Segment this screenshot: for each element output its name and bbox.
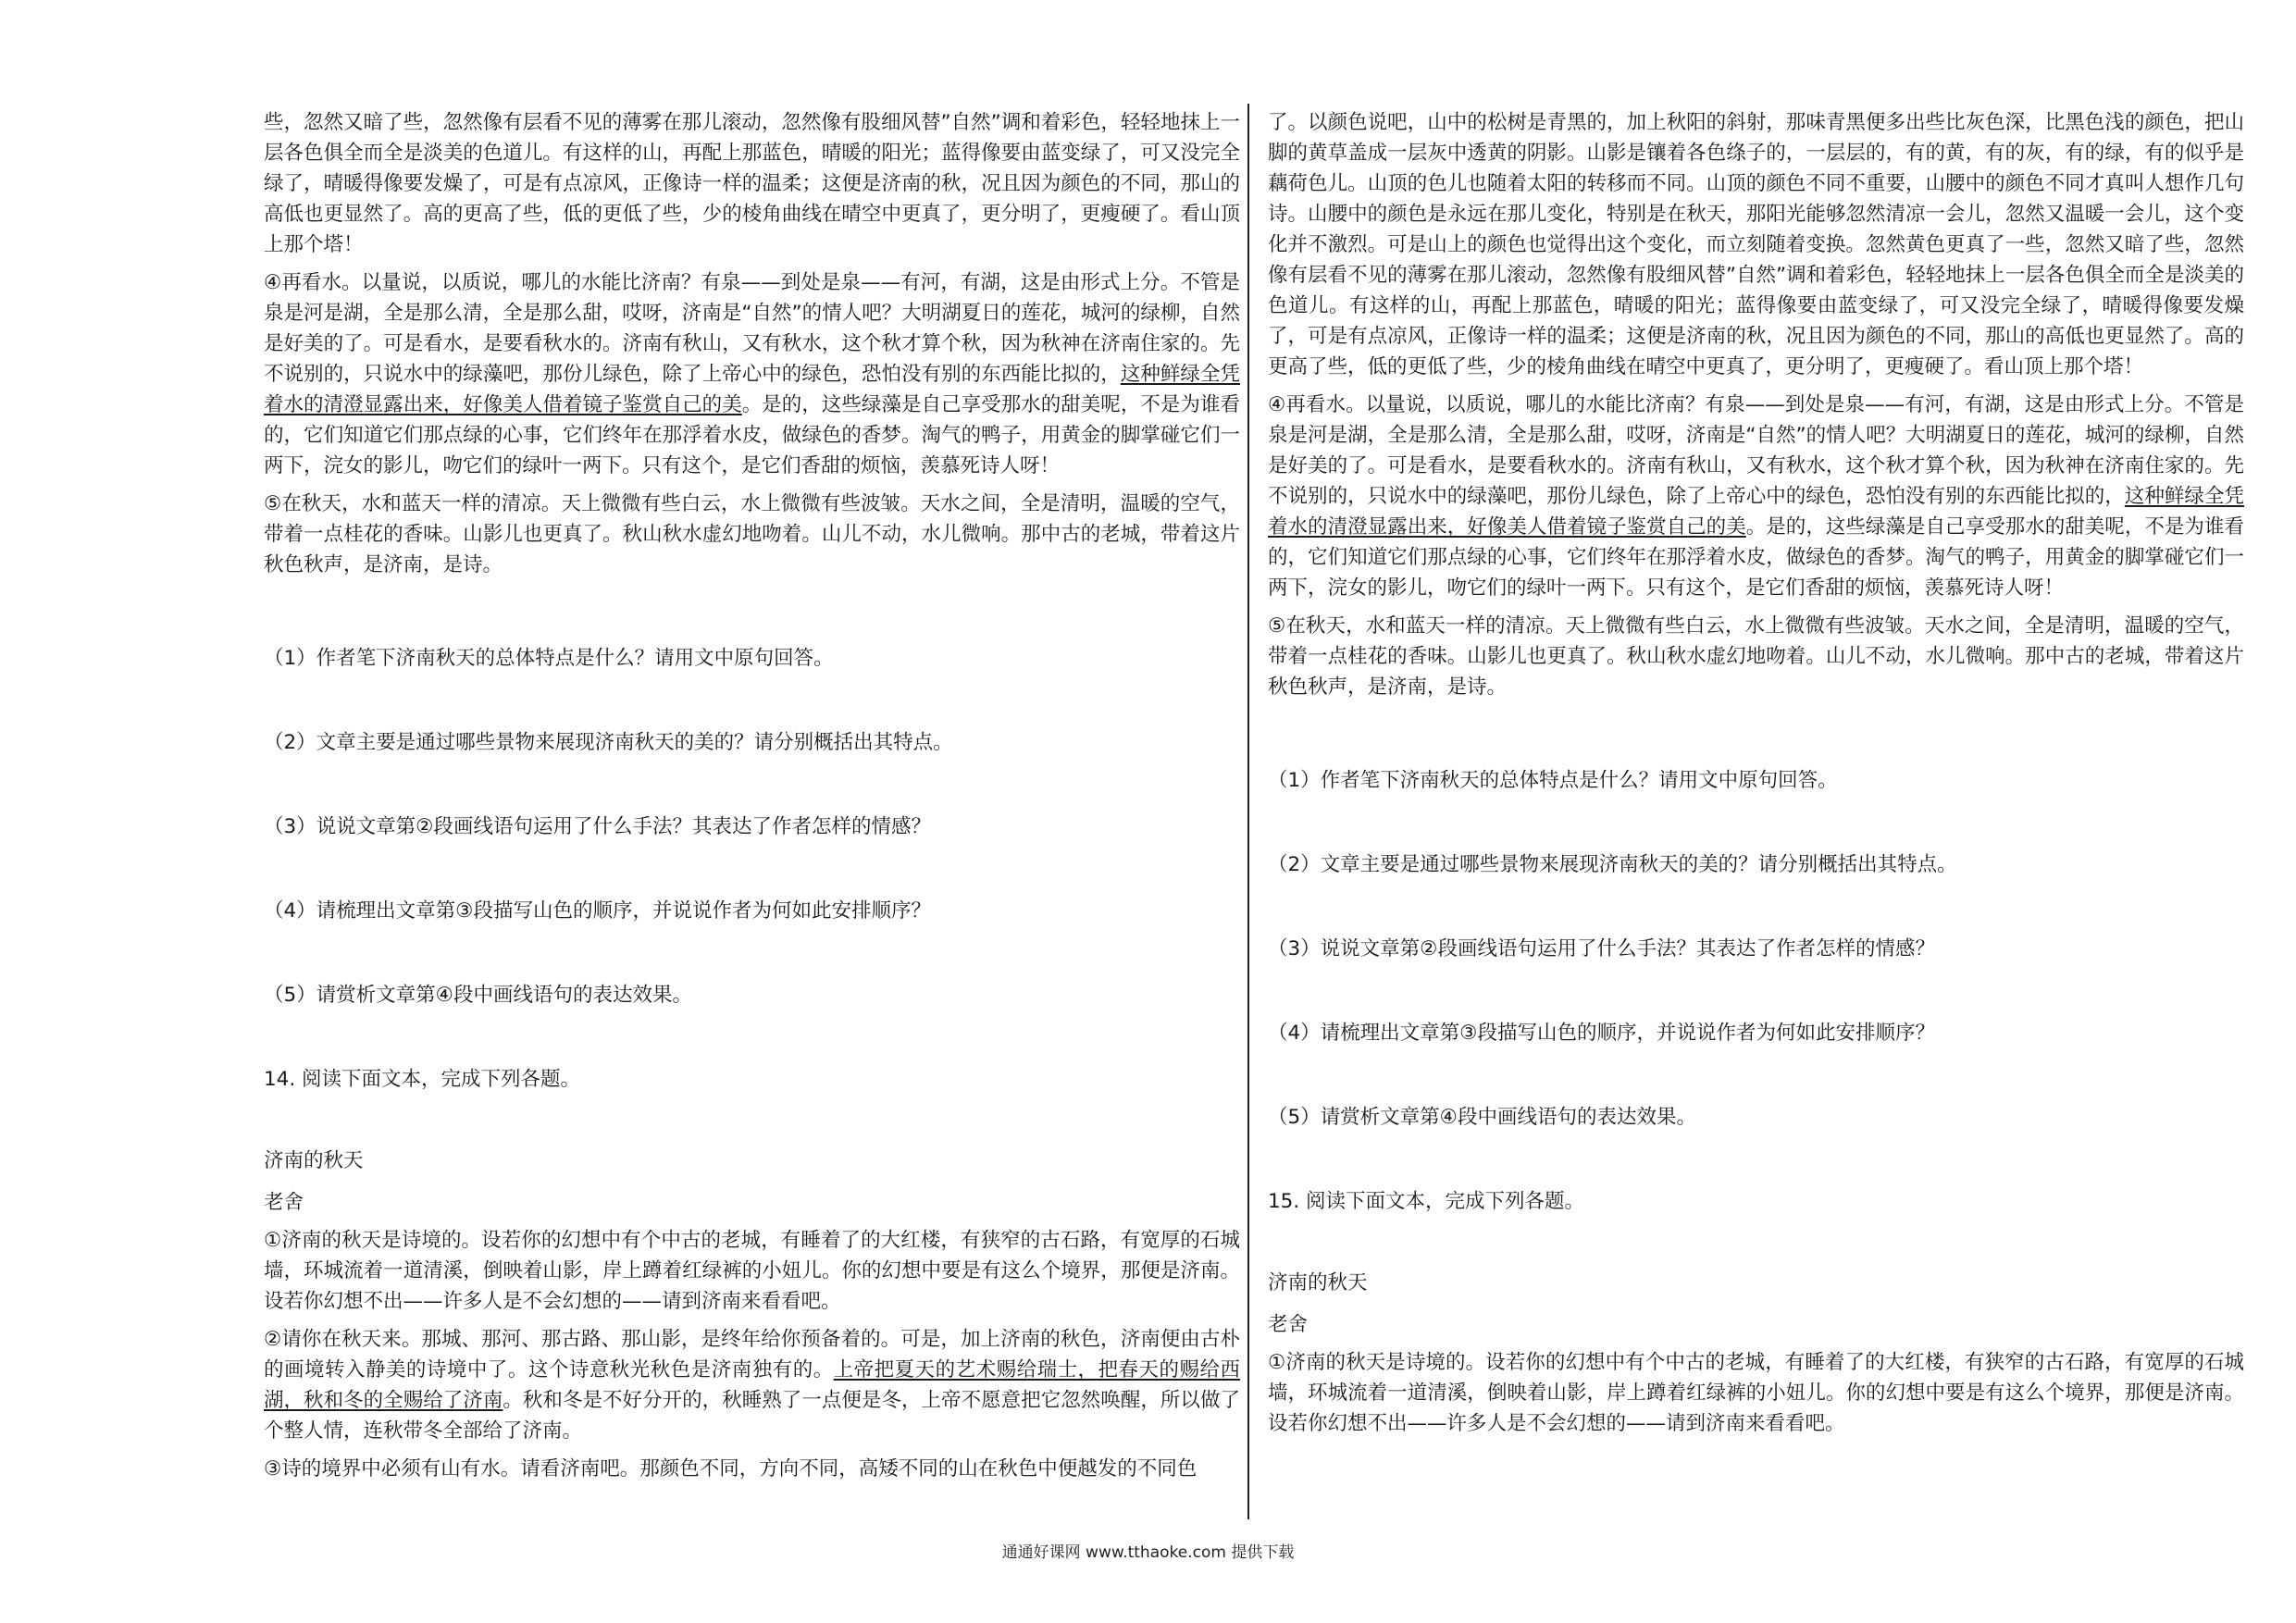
paragraph-4-text-b: 。是的，这些绿藻是自己享受那水的甜美呢，不是为谁看的，它们知道它们那点绿的心事，它们终年在那浮着水皮，做绿色的香梦。淘气的鸭子，用黄金的脚掌碰它们一两下，浣女的影儿，吻它们的绿叶一两下。只有这个，是它们香甜的烦恼，羡慕死诗人呀！ — [264, 393, 1240, 477]
question-2: （2）文章主要是通过哪些景物来展现济南秋天的美的？请分别概括出其特点。 — [1268, 853, 1957, 876]
paragraph-4 — [264, 267, 1240, 481]
question-2: （2）文章主要是通过哪些景物来展现济南秋天的美的？请分别概括出其特点。 — [264, 731, 953, 754]
column-divider — [1247, 104, 1249, 1519]
question-5: （5）请赏析文章第④段中画线语句的表达效果。 — [264, 984, 692, 1007]
paragraph-4-text-a: ④再看水。以量说，以质说，哪儿的水能比济南？有泉——到处是泉——有河，有湖，这是由形式上分。不管是泉是河是湖，全是那么清，全是那么甜，哎呀，济南是“自然”的情人吧？大明湖夏日的莲花，城河的绿柳，自然是好美的了。可是看水，是要看秋水的。济南有秋山，又有秋水，这个秋才算个秋，因为秋神在济南住家的。先不说别的，只说水中的绿藻吧，那份儿绿色，除了上帝心中的绿色，恐怕没有别的东西能比拟的， — [1268, 393, 2244, 508]
question-4: （4）请梳理出文章第③段描写山色的顺序，并说说作者为何如此安排顺序？ — [1268, 1022, 1935, 1045]
text-author: 老舍 — [1268, 1313, 1309, 1336]
underlined-sentence: 这种鲜绿全凭着水的清澄显露出来，好像美人借着镜子鉴赏自己的美 — [264, 363, 1240, 416]
question-1: （1）作者笔下济南秋天的总体特点是什么？请用文中原句回答。 — [264, 647, 834, 670]
paragraph-2 — [264, 1324, 1240, 1446]
question-1: （1）作者笔下济南秋天的总体特点是什么？请用文中原句回答。 — [1268, 769, 1838, 792]
underlined-sentence: 上帝把夏天的艺术赐给瑞士，把春天的赐给西湖，秋和冬的全赐给了济南 — [264, 1358, 1240, 1412]
paragraph-1: ①济南的秋天是诗境的。设若你的幻想中有个中古的老城，有睡着了的大红楼，有狭窄的古石路，有宽厚的石城墙，环城流着一道清溪，倒映着山影，岸上蹲着红绿裤的小妞儿。你的幻想中要是有这么个境界，那便是济南。设若你幻想不出——许多人是不会幻想的——请到济南来看看吧。 — [1268, 1351, 2244, 1435]
text-title: 济南的秋天 — [264, 1149, 364, 1172]
paragraph-5: ⑤在秋天，水和蓝天一样的清凉。天上微微有些白云，水上微微有些波皱。天水之间，全是清明，温暖的空气，带着一点桂花的香味。山影儿也更真了。秋山秋水虚幻地吻着。山儿不动，水儿微响。那中古的老城，带着这片秋色秋声，是济南，是诗。 — [264, 492, 1240, 576]
text-title: 济南的秋天 — [1268, 1271, 1368, 1295]
paragraph-3-continued: 些，忽然又暗了些，忽然像有层看不见的薄雾在那儿滚动，忽然像有股细风替”自然”调和着彩色，轻轻地抹上一层各色俱全而全是淡美的色道儿。有这样的山，再配上那蓝色，晴暖的阳光；蓝得像要由蓝变绿了，可又没完全绿了，晴暖得像要发燥了，可是有点凉风，正像诗一样的温柔；这便是济南的秋，况且因为颜色的不同，那山的高低也更显然了。高的更高了些，低的更低了些，少的棱角曲线在晴空中更真了，更分明了，更瘦硬了。看山顶上那个塔！ — [264, 111, 1240, 256]
paragraph-4-text-a: ④再看水。以量说，以质说，哪儿的水能比济南？有泉——到处是泉——有河，有湖，这是由形式上分。不管是泉是河是湖，全是那么清，全是那么甜，哎呀，济南是“自然”的情人吧？大明湖夏日的莲花，城河的绿柳，自然是好美的了。可是看水，是要看秋水的。济南有秋山，又有秋水，这个秋才算个秋，因为秋神在济南住家的。先不说别的，只说水中的绿藻吧，那份儿绿色，除了上帝心中的绿色，恐怕没有别的东西能比拟的， — [264, 271, 1240, 386]
question-5: （5）请赏析文章第④段中画线语句的表达效果。 — [1268, 1106, 1696, 1129]
paragraph-2-text-a: ②请你在秋天来。那城、那河、那古路、那山影，是终年给你预备着的。可是，加上济南的秋色，济南便由古朴的画境转入静美的诗境中了。这个诗意秋光秋色是济南独有的。 — [264, 1328, 1240, 1381]
paragraph-3: ③诗的境界中必须有山有水。请看济南吧。那颜色不同，方向不同，高矮不同的山在秋色中便越发的不同色 — [264, 1457, 1198, 1481]
question-4: （4）请梳理出文章第③段描写山色的顺序，并说说作者为何如此安排顺序？ — [264, 899, 931, 923]
paragraph-3-continued: 了。以颜色说吧，山中的松树是青黑的，加上秋阳的斜射，那味青黑便多出些比灰色深，比黑色浅的颜色，把山脚的黄草盖成一层灰中透黄的阴影。山影是镶着各色绦子的，一层层的，有的黄，有的灰，有的绿，有的似乎是藕荷色儿。山顶的色儿也随着太阳的转移而不同。山顶的颜色不同不重要，山腰中的颜色不同才真叫人想作几句诗。山腰中的颜色是永远在那儿变化，特别是在秋天，那阳光能够忽然清凉一会儿，忽然又温暖一会儿，这个变化并不激烈。可是山上的颜色也觉得出这个变化，而立刻随着变换。忽然黄色更真了一些，忽然又暗了些，忽然像有层看不见的薄雾在那儿滚动，忽然像有股细风替”自然”调和着彩色，轻轻地抹上一层各色俱全而全是淡美的色道儿。有这样的山，再配上那蓝色，晴暖的阳光；蓝得像要由蓝变绿了，可又没完全绿了，晴暖得像要发燥了，可是有点凉风，正像诗一样的温柔；这便是济南的秋，况且因为颜色的不同，那山的高低也更显然了。高的更高了些，低的更低了些，少的棱角曲线在晴空中更真了，更分明了，更瘦硬了。看山顶上那个塔！ — [1268, 111, 2244, 378]
text-author: 老舍 — [264, 1191, 304, 1214]
question-3: （3）说说文章第②段画线语句运用了什么手法？其表达了作者怎样的情感？ — [1268, 937, 1935, 960]
section-heading-15: 15. 阅读下面文本，完成下列各题。 — [1268, 1190, 1585, 1213]
paragraph-5: ⑤在秋天，水和蓝天一样的清凉。天上微微有些白云，水上微微有些波皱。天水之间，全是清明，温暖的空气，带着一点桂花的香味。山影儿也更真了。秋山秋水虚幻地吻着。山儿不动，水儿微响。那中古的老城，带着这片秋色秋声，是济南，是诗。 — [1268, 614, 2244, 699]
paragraph-4-text-b: 。是的，这些绿藻是自己享受那水的甜美呢，不是为谁看的，它们知道它们那点绿的心事，它们终年在那浮着水皮，做绿色的香梦。淘气的鸭子，用黄金的脚掌碰它们一两下，浣女的影儿，吻它们的绿叶一两下。只有这个，是它们香甜的烦恼，羡慕死诗人呀！ — [1268, 515, 2244, 600]
question-3: （3）说说文章第②段画线语句运用了什么手法？其表达了作者怎样的情感？ — [264, 815, 931, 838]
right-column — [1268, 107, 2244, 1446]
left-column — [264, 107, 1240, 1492]
section-heading-14: 14. 阅读下面文本，完成下列各题。 — [264, 1068, 581, 1091]
paragraph-4 — [1268, 390, 2244, 603]
underlined-sentence: 这种鲜绿全凭着水的清澄显露出来，好像美人借着镜子鉴赏自己的美 — [1268, 485, 2244, 539]
paragraph-1: ①济南的秋天是诗境的。设若你的幻想中有个中古的老城，有睡着了的大红楼，有狭窄的古石路，有宽厚的石城墙，环城流着一道清溪，倒映着山影，岸上蹲着红绿裤的小妞儿。你的幻想中要是有这么个境界，那便是济南。设若你幻想不出——许多人是不会幻想的——请到济南来看看吧。 — [264, 1229, 1240, 1313]
paragraph-2-text-b: 。秋和冬是不好分开的，秋睡熟了一点便是冬，上帝不愿意把它忽然唤醒，所以做了个整人情，连秋带冬全部给了济南。 — [264, 1389, 1240, 1443]
footer-source-line: 通通好课网 www.tthaoke.com 提供下载 — [1001, 1543, 1295, 1562]
